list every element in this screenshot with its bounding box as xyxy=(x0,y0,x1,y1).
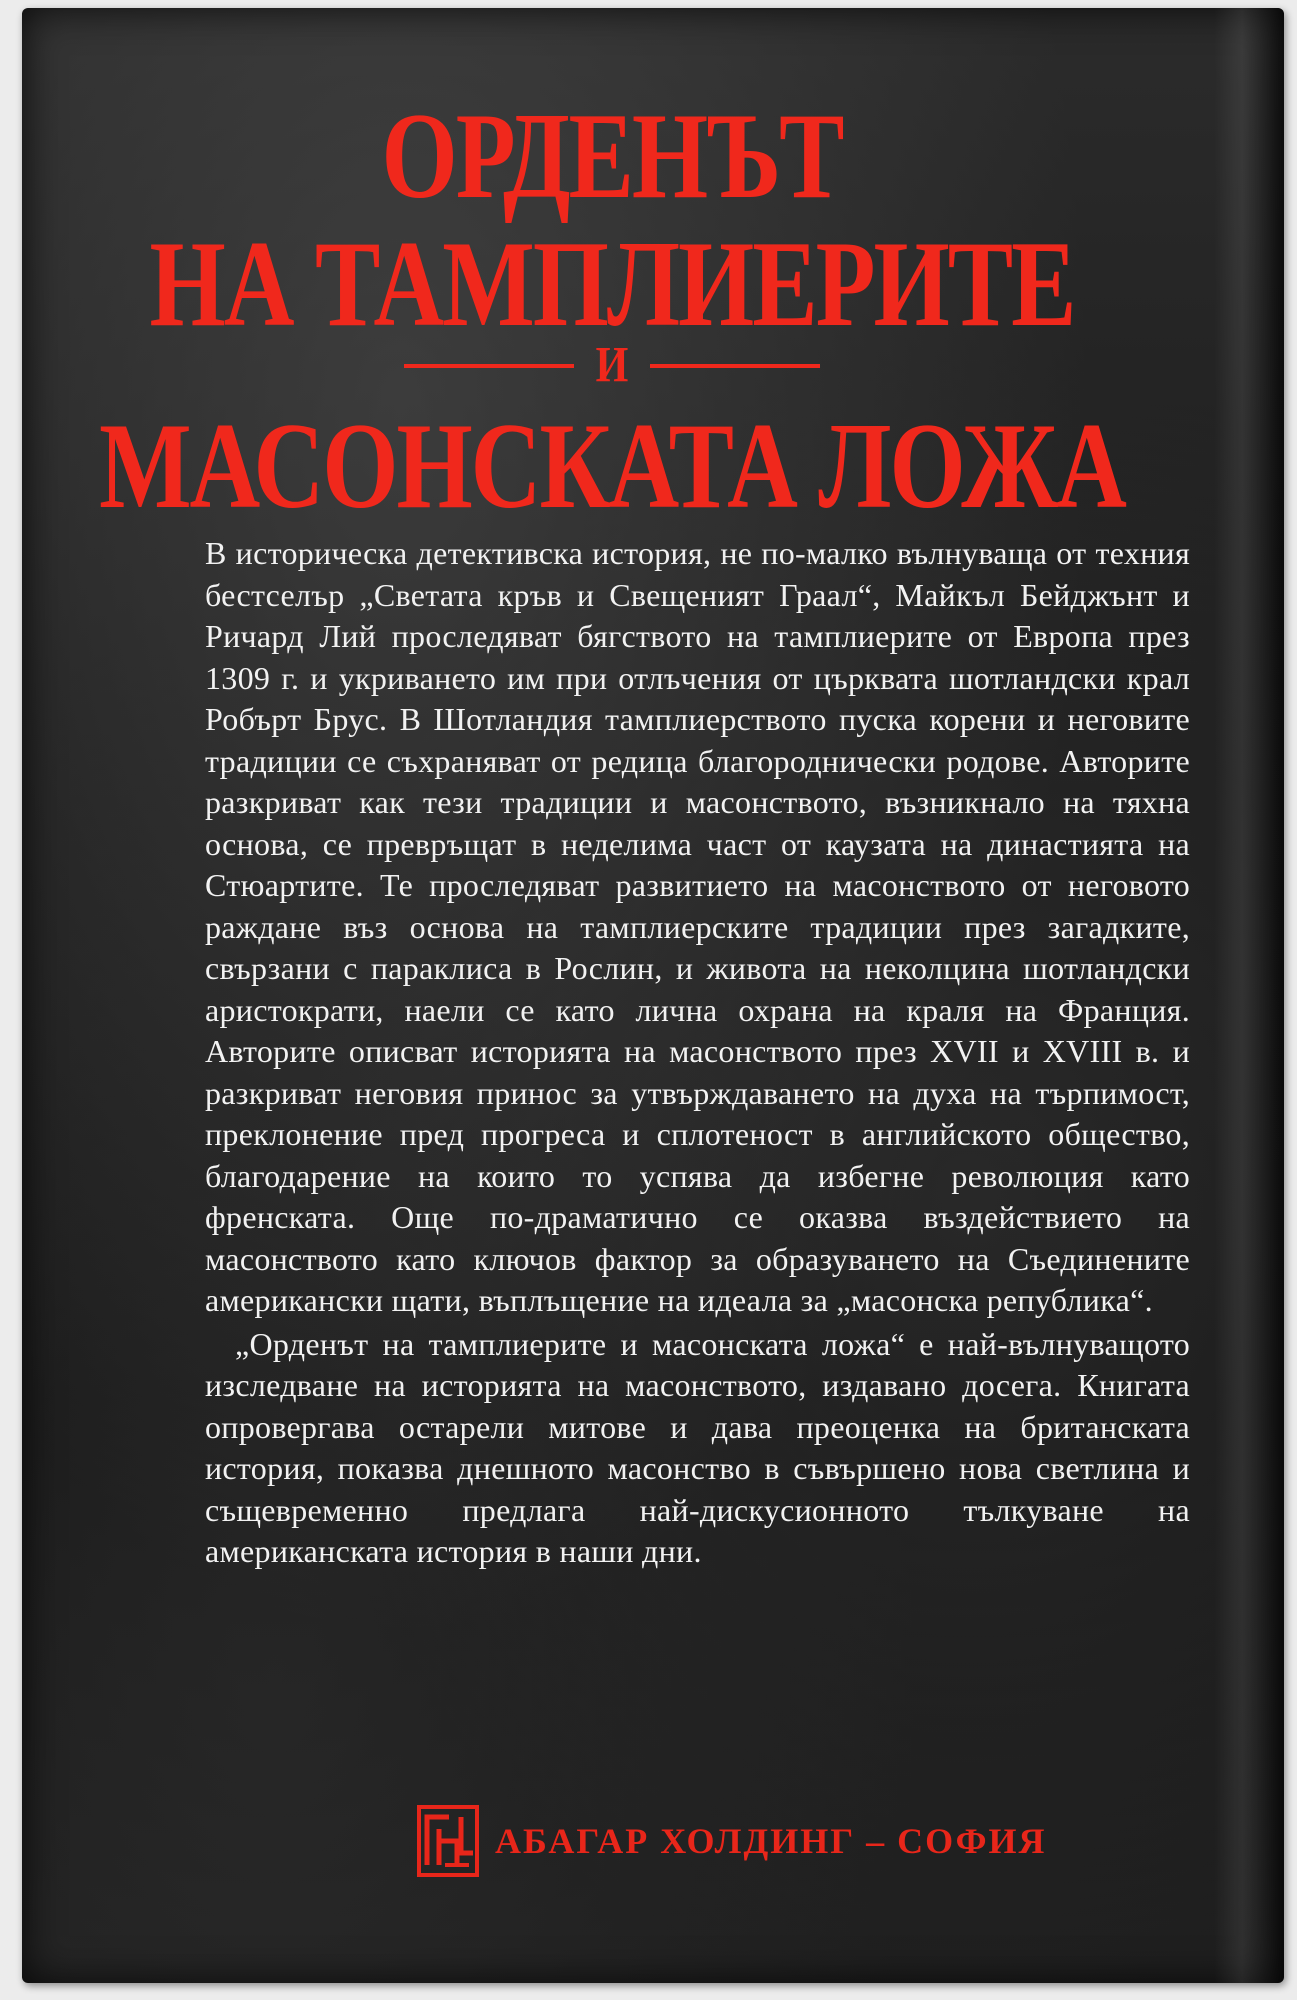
book-description xyxy=(205,533,1190,1573)
book-title xyxy=(22,89,1202,535)
title-line-1: ОРДЕНЪТ xyxy=(381,89,843,225)
title-line-2: НА ТАМПЛИЕРИТЕ xyxy=(149,217,1075,353)
publisher-name: АБАГАР ХОЛДИНГ – СОФИЯ xyxy=(495,1821,1047,1861)
title-conjunction: И xyxy=(595,338,629,394)
title-line-3: МАСОНСКАТА ЛОЖА xyxy=(99,399,1125,535)
abagar-logo-icon xyxy=(417,1805,479,1877)
cover-edge-shading xyxy=(1214,8,1284,1983)
book-back-cover xyxy=(22,8,1284,1983)
publisher-imprint xyxy=(417,1805,1047,1877)
description-paragraph-2: „Орденът на тамплиерите и масонската ложа“ е най-вълнуващото изследване на историята на масонството, издавано досега. Книгата опровергава остарели митове и дава преоценка на британската история, показва днешното масонство в съвършено нова светлина и същевременно предлага най-дискусионното тълкуване на американската история в наши дни. xyxy=(205,1325,1190,1569)
description-paragraph-1: В историческа детективска история, не по-малко вълнуваща от техния бестселър „Светата кръв и Свещеният Граал“, Майкъл Бейджънт и Ричард Лий проследяват бягството на тамплиерите от Европа през 1309 г. и укриването им при отлъчения от църквата шотландски крал Робърт Брус. В Шотландия тамплиерството пуска корени и неговите традиции се съхраняват от редица благороднически родове. Авторите разкриват как тези традиции и масонството, възникнало на тяхна основа, се превръщат в неделима част от каузата на династията на Стюартите. Те проследяват развитието на масонството от неговото раждане въз основа на тамплиерските традиции през загадките, свързани с параклиса в Рослин, и живота на неколцина шотландски аристократи, наели се като лична охрана на краля на Франция. Авторите описват историята на масонството през XVII и XVIII в. и разкриват неговия принос за утвърждаването на духа на търпимост, преклонение пред прогреса и сплотеност в английското общество, благодарение на които то успява да избегне революция като френската. Още по-драматично се оказва въздействието на масонството като ключов фактор за образуването на Съединените американски щати, въплъщение на идеала за „масонска република“. xyxy=(205,535,1190,1318)
title-rule-right xyxy=(650,364,820,368)
title-rule-left xyxy=(404,364,574,368)
